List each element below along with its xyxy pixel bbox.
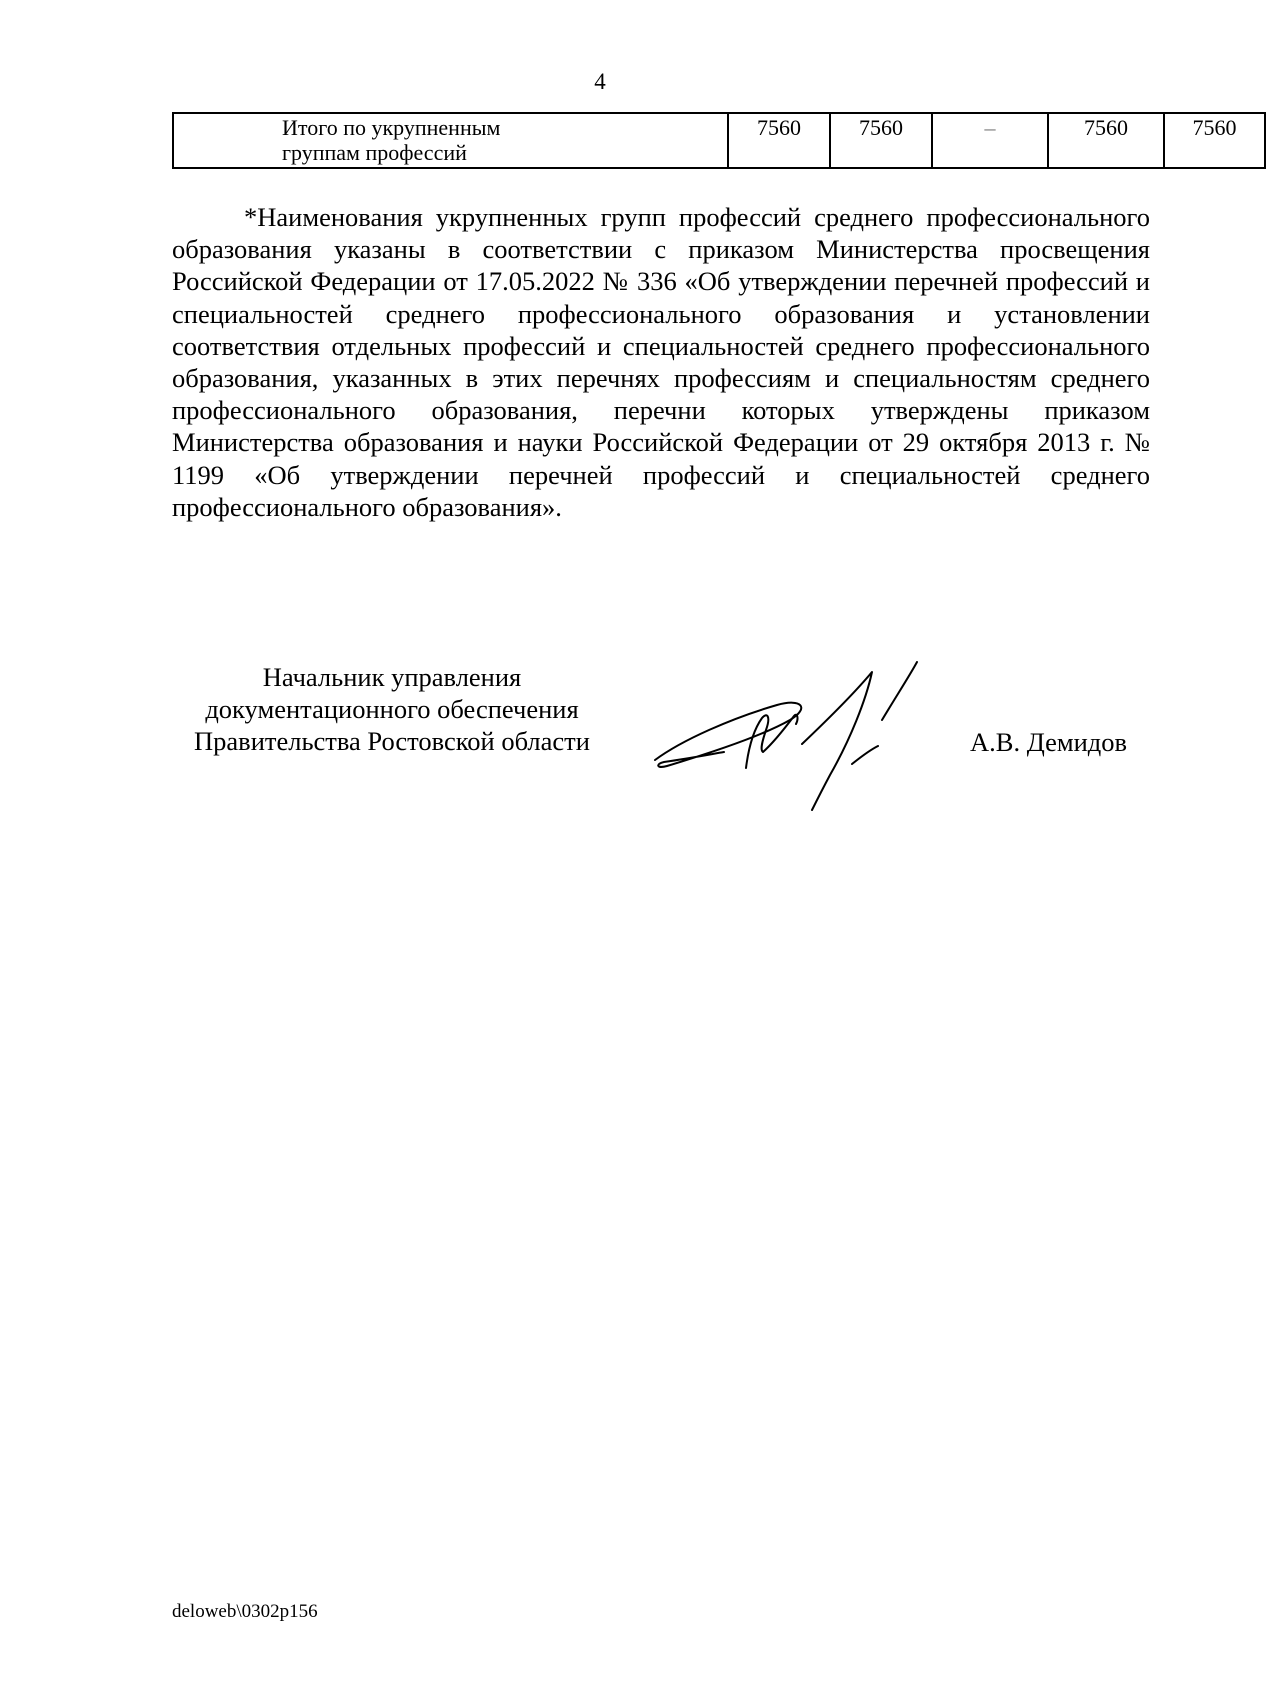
total-value-cell: 7560 bbox=[830, 113, 932, 168]
total-label-cell bbox=[173, 113, 728, 168]
footnote-paragraph: *Наименования укрупненных групп профессий среднего профессионального образования указаны в соответствии с приказом Министерства просвещения Российской Федерации от 17.05.2022 № 336 «Об утверждении перечней профессий и специальностей среднего профессионального образования и установлении соответствия отдельных профессий и специальностей среднего профессионального образования, указанных в этих перечнях профессиям и специальностям среднего профессионального образования, перечни которых утверждены приказом Министерства образования и науки Российской Федерации от 29 октября 2013 г. № 1199 «Об утверждении перечней профессий и специальностей среднего профессионального образования». bbox=[172, 202, 1150, 522]
total-value-cell: 7560 bbox=[1048, 113, 1164, 168]
total-label-line: Итого по укрупненным bbox=[282, 115, 501, 140]
total-value-cell: – bbox=[932, 113, 1048, 168]
total-label-line: группам профессий bbox=[282, 140, 467, 165]
signer-position-line: Начальник управления bbox=[262, 662, 522, 692]
page-number: 4 bbox=[594, 69, 606, 94]
signee-name: А.В. Демидов bbox=[970, 727, 1128, 757]
handwritten-signature bbox=[652, 640, 952, 810]
total-value-cell: 7560 bbox=[728, 113, 830, 168]
summary-table bbox=[172, 112, 1266, 169]
signer-position-line: документационного обеспечения bbox=[205, 694, 579, 724]
signer-position bbox=[172, 661, 612, 757]
table-row bbox=[173, 113, 1265, 168]
signer-position-line: Правительства Ростовской области bbox=[194, 726, 590, 756]
total-value-cell: 7560 bbox=[1164, 113, 1265, 168]
document-code: deloweb\0302p156 bbox=[172, 1601, 318, 1622]
